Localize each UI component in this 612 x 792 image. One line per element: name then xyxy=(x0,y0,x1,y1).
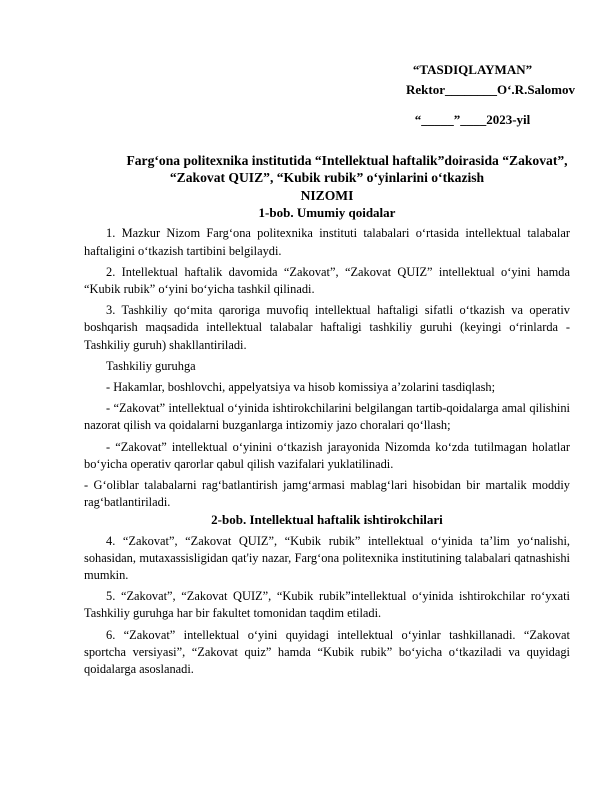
duty-item-3: - “Zakovat” intellektual o‘yinini o‘tkazish jarayonida Nizomda ko‘zda tutilmagan holatlar bo‘yicha operativ qarorlar qabul qilish vazifalari yuklatilinadi. xyxy=(84,439,570,471)
chapter-1-heading: 1-bob. Umumiy qoidalar xyxy=(258,205,396,221)
document-title-line-1: Farg‘ona politexnika institutida “Intellektual haftalik”doirasida “Zakovat”, xyxy=(126,153,568,168)
duty-item-2: - “Zakovat” intellektual o‘yinida ishtirokchilarini belgilangan tartib-qoidalarga amal qilishini nazorat qilish va qoidalarni buzganlarga intizomiy jazo choralari qo‘llash; xyxy=(84,401,570,433)
document-body xyxy=(84,152,570,682)
document-title-line-3: NIZOMI xyxy=(300,187,354,203)
paragraph-2: 2. Intellektual haftalik davomida “Zakovat”, “Zakovat QUIZ” intellektual o‘yini hamda “Kubik rubik” o‘yini bo‘yicha tashkil qilinadi. xyxy=(84,264,570,297)
duty-item-1: - Hakamlar, boshlovchi, appelyatsiya va hisob komissiya a’zolarini tasdiqlash; xyxy=(106,380,496,395)
approval-block xyxy=(370,60,575,130)
paragraph-5: 5. “Zakovat”, “Zakovat QUIZ”, “Kubik rubik”intellektual o‘yinida ishtirokchilar ro‘yxati Tashkiliy guruhga har bir fakultet tomonidan taqdim etiladi. xyxy=(84,589,570,621)
approval-date: “_____”____2023-yil xyxy=(414,112,531,127)
organizing-group-intro: Tashkiliy guruhga xyxy=(106,358,196,373)
winners-reward-paragraph: - G‘oliblar talabalarni rag‘batlantirish jamg‘armasi mablag‘lari hisobidan bir martalik moddiy rag‘batlantiriladi. xyxy=(84,478,570,510)
paragraph-6: 6. “Zakovat” intellektual o‘yini quyidagi intellektual o‘yinlar tashkillanadi. “Zakovat sportcha versiyasi”, “Zakovat quiz” hamda “Kubik rubik” bo‘yicha o‘tkaziladi va quyidagi qoidalarga asoslanadi. xyxy=(84,627,570,677)
chapter-2-heading: 2-bob. Intellektual haftalik ishtirokchilari xyxy=(211,512,443,528)
approval-title: “TASDIQLAYMAN” xyxy=(412,62,533,77)
paragraph-4: 4. “Zakovat”, “Zakovat QUIZ”, “Kubik rubik” intellektual o‘yinida ta’lim yo‘nalishi, sohasidan, mutaxassisligidan qat'iy nazar, Farg‘ona politexnika institutining talabalari qatnashishi mumkin. xyxy=(84,533,570,583)
paragraph-3: 3. Tashkiliy qo‘mita qaroriga muvofiq intellektual haftaligi sifatli o‘tkazish va operativ boshqarish maqsadida intellektual talabalar haftaligi tashkiliy guruhi (keyingi o‘rinlarda - Tashkiliy guruh) shakllantiriladi. xyxy=(84,303,570,352)
document-title-line-2: “Zakovat QUIZ”, “Kubik rubik” o‘yinlarini o‘tkazish xyxy=(169,170,485,186)
approval-rektor-signature: Rektor________O‘.R.Salomov xyxy=(406,82,575,97)
paragraph-1: 1. Mazkur Nizom Farg‘ona politexnika instituti talabalari o‘rtasida intellektual talabalar haftaligini o‘tkazish tartibini belgilaydi. xyxy=(84,226,570,258)
